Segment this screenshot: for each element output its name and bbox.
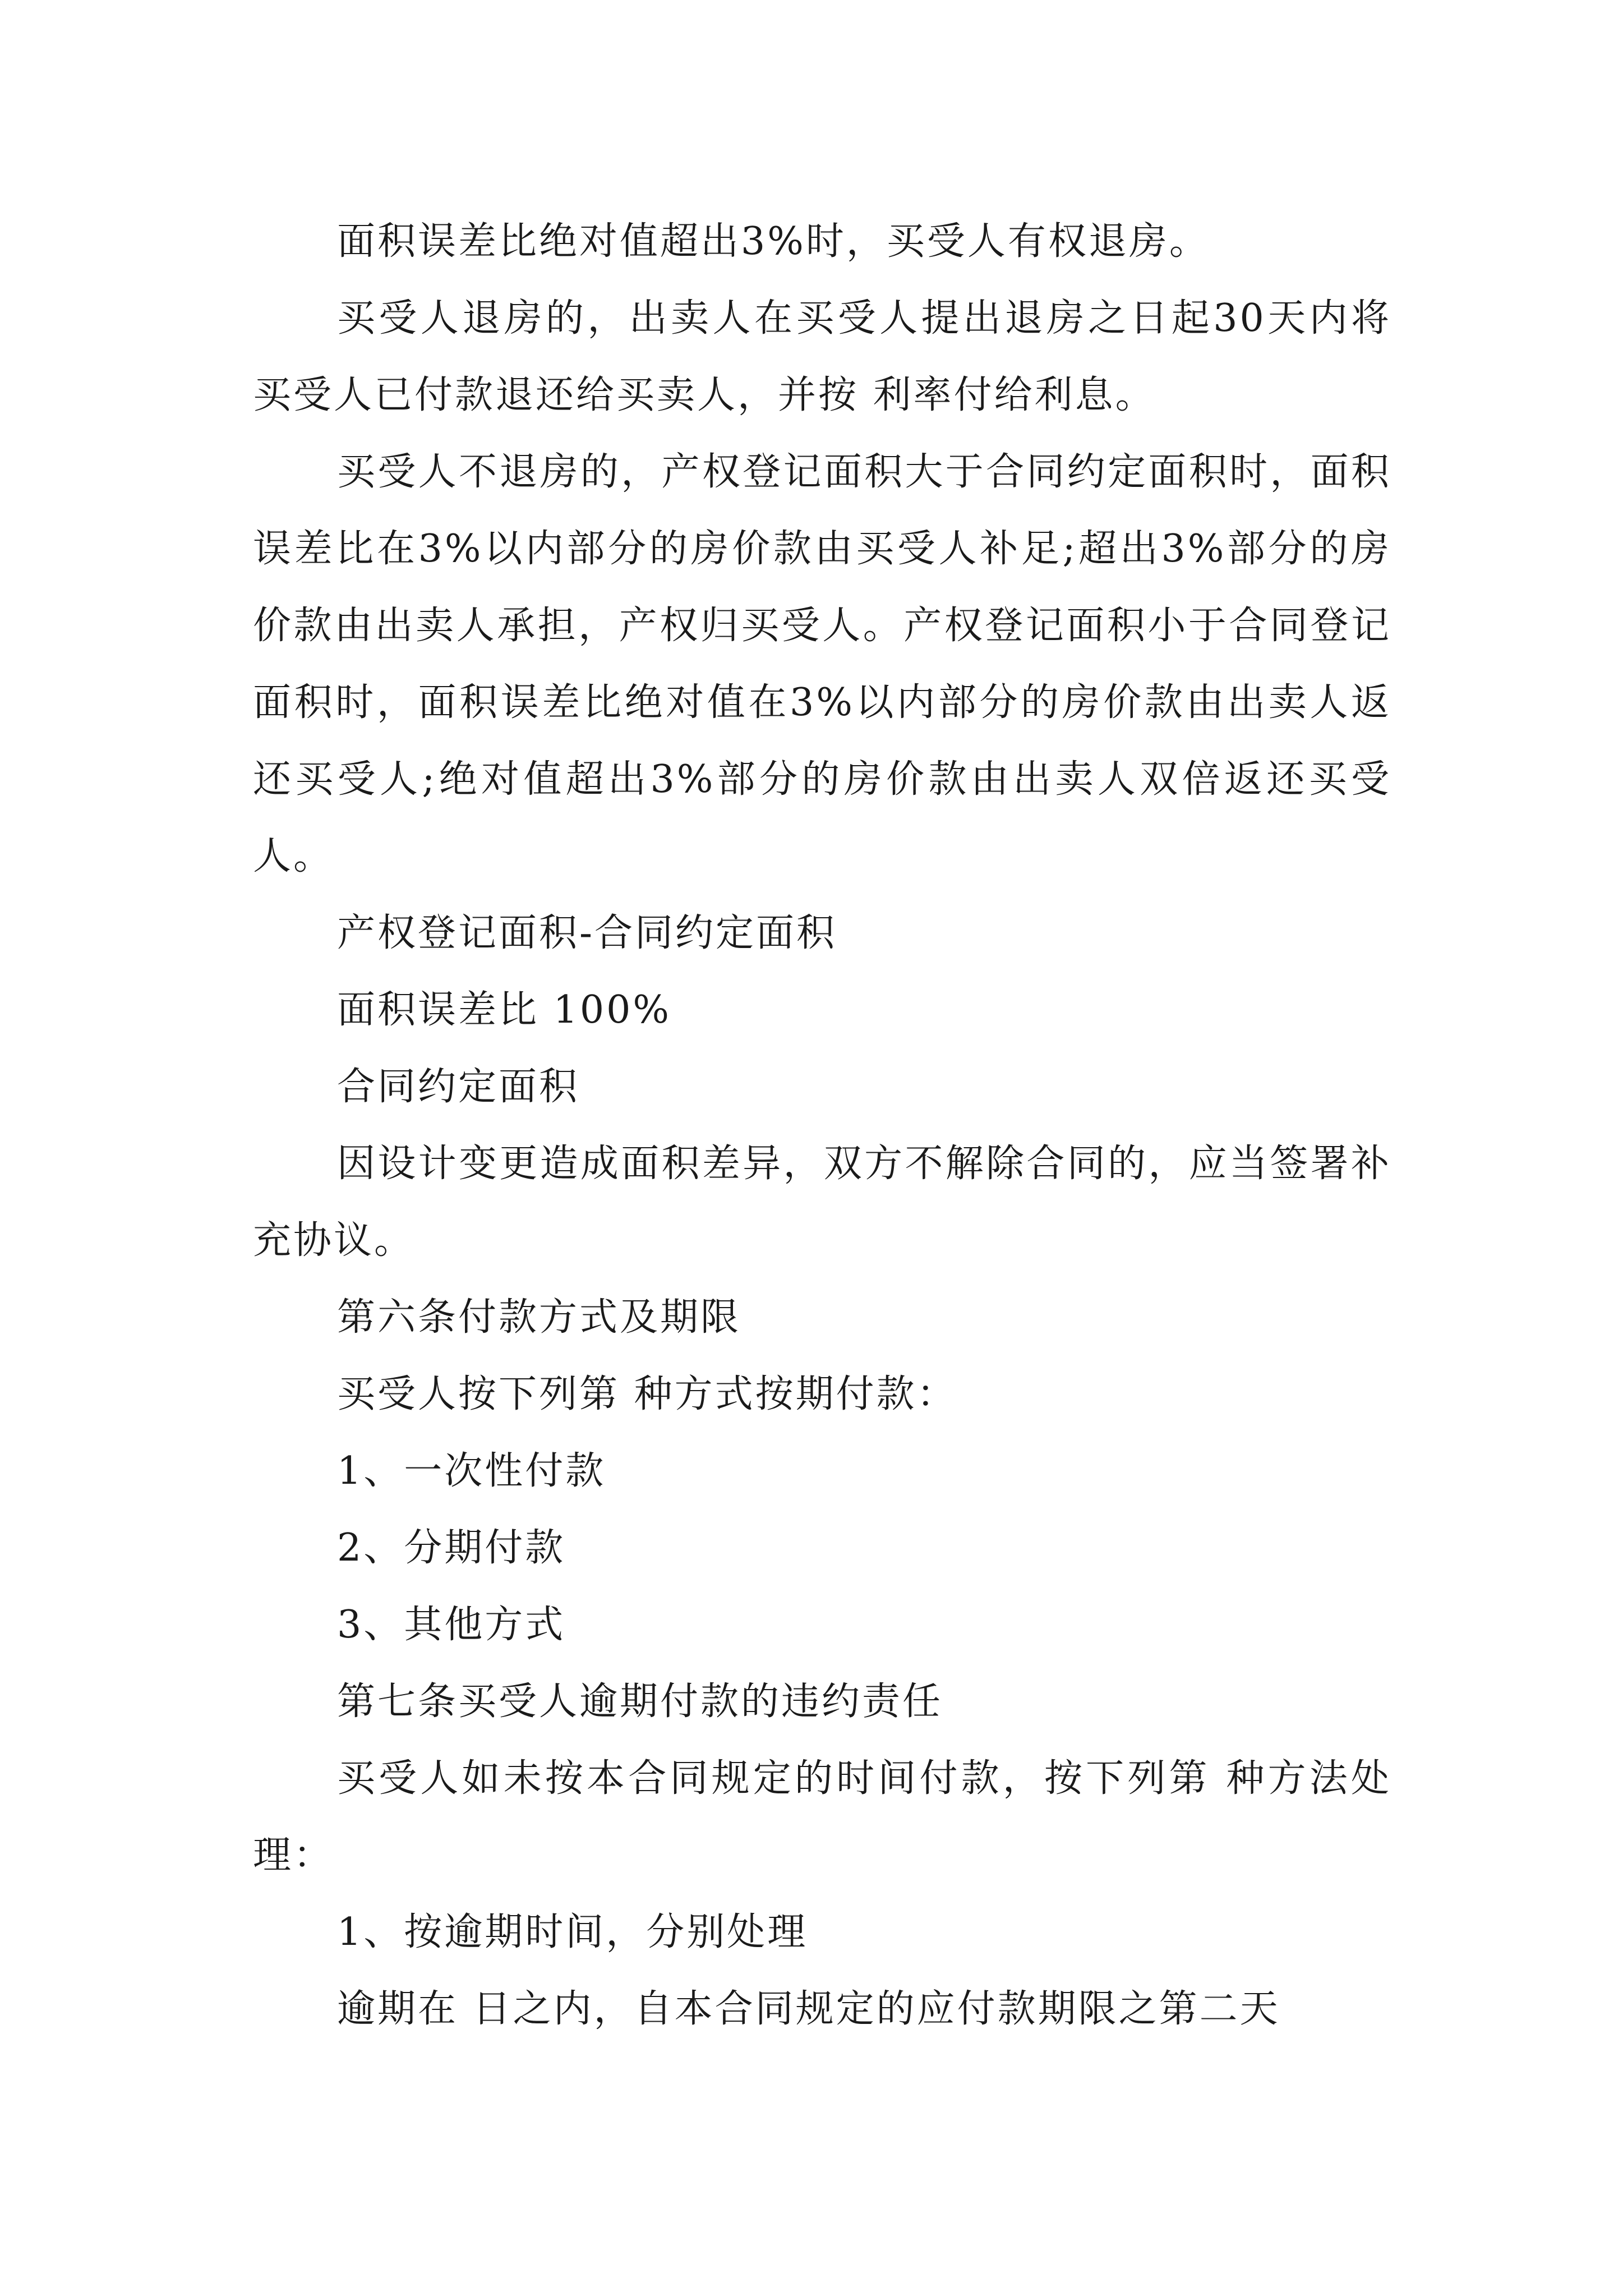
formula-ratio: 面积误差比 100% [337, 988, 672, 1032]
section-heading-article-6: 第六条付款方式及期限 [337, 1295, 741, 1340]
paragraph-payment-method: 买受人按下列第 种方式按期付款： [337, 1372, 957, 1416]
paragraph-refund-terms: 买受人退房的，出卖人在买受人提出退房之日起30天内将买受人已付款退还给买卖人，并按 利率付给利息。 [253, 296, 1391, 417]
list-item-installments: 2、分期付款 [337, 1526, 566, 1570]
formula-denominator: 合同约定面积 [337, 1065, 580, 1109]
document-body [253, 203, 1391, 2047]
paragraph-overdue-within-days: 逾期在 日之内，自本合同规定的应付款期限之第二天 [337, 1987, 1280, 2031]
section-heading-article-7: 第七条买受人逾期付款的违约责任 [337, 1680, 943, 1724]
paragraph-area-error-refund-right: 面积误差比绝对值超出3%时，买受人有权退房。 [337, 219, 1210, 264]
paragraph-late-payment: 买受人如未按本合同规定的时间付款，按下列第 种方法处理： [253, 1756, 1391, 1878]
paragraph-no-refund-terms: 买受人不退房的，产权登记面积大于合同约定面积时，面积误差比在3%以内部分的房价款由买受人补足;超出3%部分的房价款由出卖人承担，产权归买受人。产权登记面积小于合同登记面积时，面积误差比绝对值在3%以内部分的房价款由出卖人返还买受人;绝对值超出3%部分的房价款由出卖人双倍返还买受人。 [253, 450, 1391, 878]
paragraph-design-change: 因设计变更造成面积差异，双方不解除合同的，应当签署补充协议。 [253, 1142, 1391, 1263]
list-item-other-method: 3、其他方式 [337, 1603, 566, 1647]
list-item-lump-sum: 1、一次性付款 [337, 1449, 606, 1493]
list-item-by-overdue-time: 1、按逾期时间，分别处理 [337, 1910, 808, 1954]
formula-numerator: 产权登记面积-合同约定面积 [337, 911, 837, 955]
